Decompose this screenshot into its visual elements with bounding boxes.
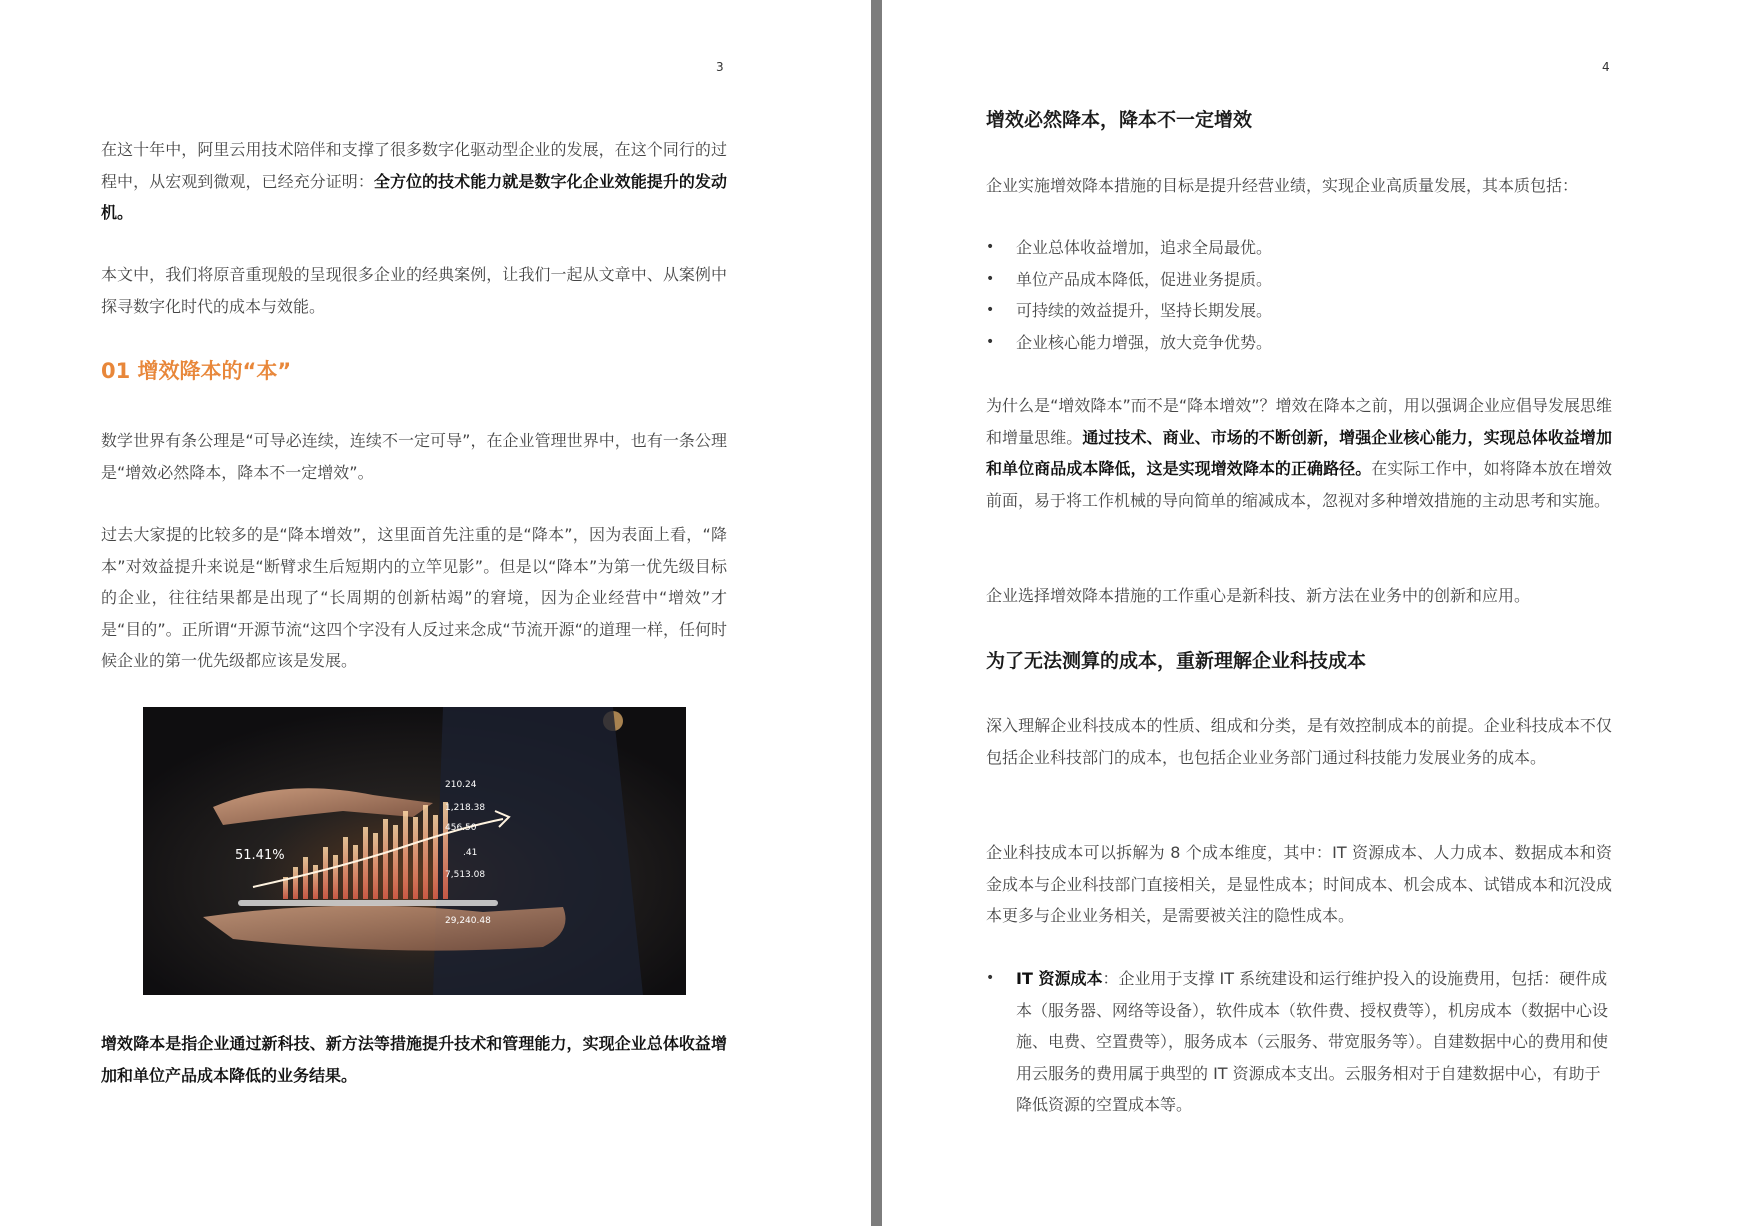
tablet-device [238,900,498,906]
bullet-icon: • [986,270,995,287]
bar [363,827,368,899]
page-number: 3 [716,60,724,74]
bar [293,867,298,899]
section-heading-01: 01 增效降本的“本” [101,359,292,383]
value-label: 210.24 [445,780,477,790]
value-label: 29,240.48 [445,916,491,926]
bar [373,833,378,899]
axiom-paragraph: 数学世界有条公理是“可导必连续，连续不一定可导”，在企业管理世界中，也有一条公理是“增效必然降本，降本不一定增效”。 [101,431,727,482]
tech-cost-paragraph: 深入理解企业科技成本的性质、组成和分类，是有效控制成本的前提。企业科技成本不仅包括企业科技部门的成本，也包括企业业务部门通过科技能力发展业务的成本。 [986,716,1612,767]
left-page [0,0,871,1226]
cost-dimensions-paragraph: 企业科技成本可以拆解为 8 个成本维度，其中：IT 资源成本、人力成本、数据成本和资金成本与企业科技部门直接相关，是显性成本；时间成本、机会成本、试错成本和沉没成本更多与企业业务相关，是需要被关注的隐性成本。 [986,843,1612,925]
why-bold-text: 通过技术、商业、市场的不断创新，增强企业核心能力，实现总体收益增加和单位商品成本降低，这是实现增效降本的正确路径。 [986,427,1612,478]
bar [433,815,438,899]
tablet-chart-photo [143,707,686,995]
bar [303,857,308,899]
right-page [882,0,1756,1226]
bar [323,847,328,899]
bar [313,865,318,899]
history-paragraph: 过去大家提的比较多的是“降本增效”，这里面首先注重的是“降本”，因为表面上看，“降本”对效益提升来说是“断臂求生后短期内的立竿见影”。但是以“降本”为第一优先级目标的企业，往往结果都是出现了“长周期的创新枯竭”的窘境，因为企业经营中“增效”才是“目的”。正所谓“开源节流“这四个字没有人反过来念成“节流开源“的道理一样，任何时候企业的第一优先级都应该是发展。 [101,525,727,670]
goal-paragraph: 企业实施增效降本措施的目标是提升经营业绩，实现企业高质量发展，其本质包括： [986,176,1579,195]
bar [383,819,388,899]
focus-paragraph: 企业选择增效降本措施的工作重心是新科技、新方法在业务中的创新和应用。 [986,586,1531,605]
bar [333,855,338,899]
page-gutter [871,0,882,1226]
list-item: • 单位产品成本降低，促进业务提质。 [986,264,1612,296]
value-label: 7,513.08 [445,870,486,880]
bar [393,825,398,899]
list-item-it-cost [986,963,1612,1121]
cost-list [986,963,1612,1121]
essence-list [986,232,1612,358]
section-heading-increase: 增效必然降本，降本不一定增效 [986,109,1253,131]
value-label: .41 [463,848,478,858]
bar [343,837,348,899]
conclusion-bold-text: 增效降本是指企业通过新科技、新方法等措施提升技术和管理能力，实现企业总体收益增加和单位产品成本降低的业务结果。 [101,1034,727,1085]
why-paragraph: 为什么是“增效降本”而不是“降本增效”？增效在降本之前，用以强调企业应倡导发展思维和增量思维。通过技术、商业、市场的不断创新，增强企业核心能力，实现总体收益增加和单位商品成本降低，这是实现增效降本的正确路径。在实际工作中，如将降本放在增效前面，易于将工作机械的导向简单的缩减成本，忽视对多种增效措施的主动思考和实施。 [986,396,1612,510]
bar [413,817,418,899]
bullet-icon: • [986,970,995,986]
article-intro-paragraph: 本文中，我们将原音重现般的呈现很多企业的经典案例，让我们一起从文章中、从案例中探寻数字化时代的成本与效能。 [101,265,727,316]
it-cost-description: ：企业用于支撑 IT 系统建设和运行维护投入的设施费用，包括：硬件成本（服务器、网络等设备），软件成本（软件费、授权费等），机房成本（数据中心设施、电费、空置费等），服务成本（云服务、带宽服务等）。自建数据中心的费用和使用云服务的费用属于典型的 IT 资源成本支出。云服务相对于自建数据中心，有助于降低资源的空置成本等。 [1016,969,1609,1114]
list-item: • 企业总体收益增加，追求全局最优。 [986,232,1612,264]
intro-text: 在这十年中，阿里云用技术陪伴和支撑了很多数字化驱动型企业的发展，在这个同行的过程中，从宏观到微观，已经充分证明： [101,140,727,191]
bar [353,845,358,899]
bullet-icon: • [986,302,995,318]
section-heading-tech-cost: 为了无法测算的成本，重新理解企业科技成本 [986,650,1367,672]
conclusion-paragraph [101,1028,727,1091]
percent-label: 51.41% [235,848,285,863]
value-label: 456.50 [445,823,477,833]
intro-bold-text: 全方位的技术能力就是数字化企业效能提升的发动机。 [101,171,727,222]
bullet-icon: • [986,239,995,255]
bar [403,811,408,899]
bar [423,805,428,899]
bar [443,802,448,899]
list-item: • 企业核心能力增强，放大竞争优势。 [986,327,1612,359]
list-item: • 可持续的效益提升，坚持长期发展。 [986,295,1612,327]
bullet-icon: • [986,333,995,350]
intro-paragraph [101,134,727,229]
it-cost-term: IT 资源成本 [1016,969,1103,988]
photo-illustration [143,707,686,995]
value-label: 1,218.38 [445,803,486,813]
page-number: 4 [1602,60,1610,74]
